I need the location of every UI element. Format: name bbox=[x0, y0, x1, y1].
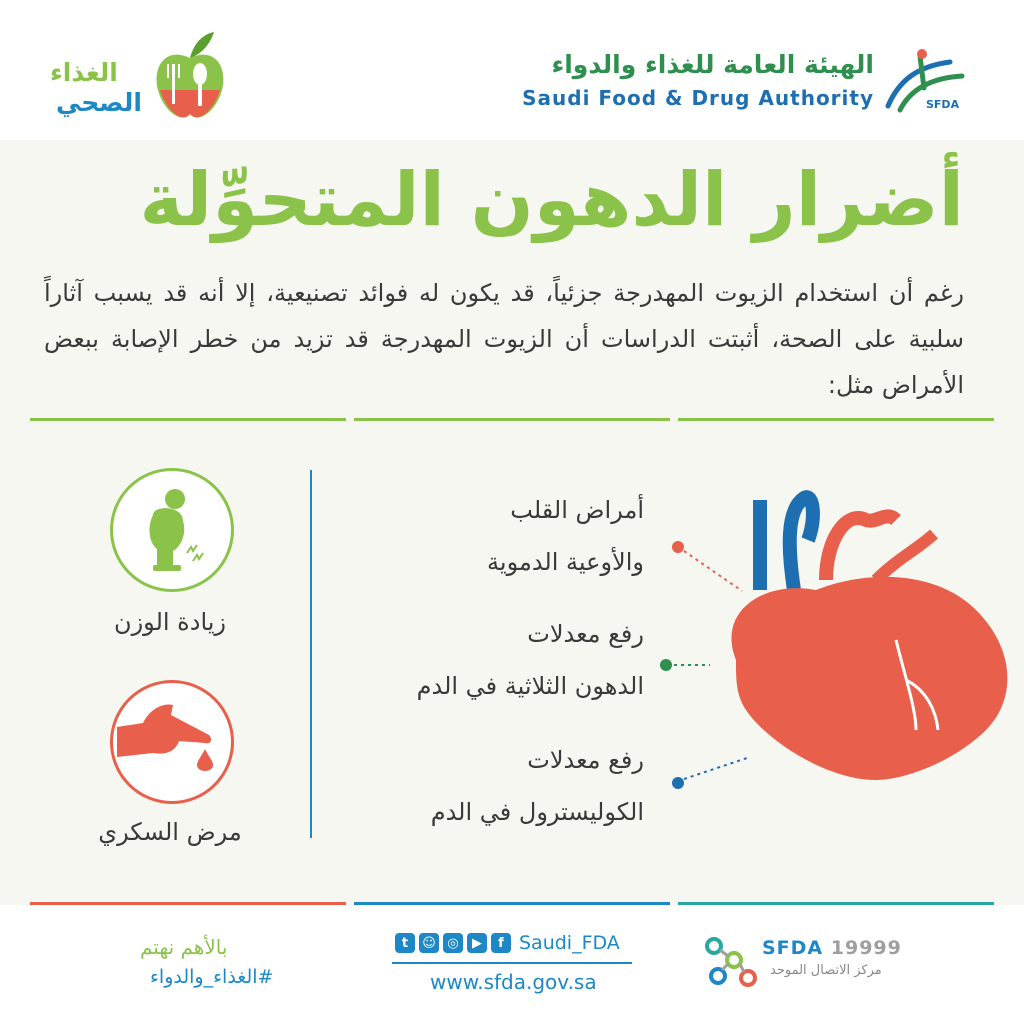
disease-item-heart bbox=[344, 484, 644, 588]
sfda-logo-icon bbox=[880, 48, 970, 116]
hotline-digits: 19999 bbox=[830, 937, 902, 959]
heart-illustration-icon bbox=[676, 480, 1024, 840]
healthy-food-line2: الصحي bbox=[56, 88, 142, 117]
healthy-food-apple-icon bbox=[150, 28, 230, 126]
disease-line2: والأوعية الدموية bbox=[487, 548, 644, 576]
sfda-mark-text: SFDA bbox=[926, 98, 960, 111]
divider-top bbox=[30, 418, 994, 421]
divider-bottom bbox=[30, 902, 994, 905]
footer-rule bbox=[392, 962, 632, 964]
blood-drop-finger-icon bbox=[113, 683, 231, 801]
footer-hashtag[interactable]: #الغذاء_والدواء bbox=[150, 966, 274, 988]
twitter-icon[interactable]: t bbox=[395, 933, 415, 953]
footer-slogan: بالأهم نهتم bbox=[140, 935, 228, 959]
hotline-label: SFDA bbox=[762, 937, 824, 959]
disease-line1: رفع معدلات bbox=[527, 746, 644, 774]
intro-paragraph: رغم أن استخدام الزيوت المهدرجة جزئياً، قد يكون له فوائد تصنيعية، إلا أنه قد يسبب آثاراً سلبية على الصحة، أثبتت الدراسات أن الزيوت المهدرجة قد تزيد من خطر الإصابة ببعض الأمراض مثل: bbox=[44, 279, 964, 399]
facebook-icon[interactable]: f bbox=[491, 933, 511, 953]
disease-item-triglycerides bbox=[344, 608, 644, 712]
hotline-number[interactable] bbox=[762, 937, 902, 959]
diabetes-circle bbox=[110, 680, 234, 804]
page-title: أضرار الدهون المتحوِّلة bbox=[139, 157, 964, 243]
diabetes-label: مرض السكري bbox=[98, 818, 242, 846]
disease-line1: رفع معدلات bbox=[527, 620, 644, 648]
weight-gain-label: زيادة الوزن bbox=[113, 608, 227, 636]
connector-dot-triglycerides bbox=[660, 659, 672, 671]
call-center-label: مركز الاتصال الموحد bbox=[770, 963, 882, 978]
disease-line1: أمراض القلب bbox=[510, 496, 644, 524]
authority-name-en: Saudi Food & Drug Authority bbox=[522, 86, 874, 110]
vertical-divider bbox=[310, 470, 312, 838]
snapchat-icon[interactable]: ☺ bbox=[419, 933, 439, 953]
authority-name-ar: الهيئة العامة للغذاء والدواء bbox=[551, 50, 874, 79]
disease-line2: الكوليسترول في الدم bbox=[430, 798, 644, 826]
instagram-icon[interactable]: ◎ bbox=[443, 933, 463, 953]
disease-item-cholesterol bbox=[344, 734, 644, 838]
social-links bbox=[395, 932, 620, 954]
healthy-food-line1: الغذاء bbox=[50, 58, 118, 87]
weight-gain-circle bbox=[110, 468, 234, 592]
call-center-logo-icon bbox=[700, 932, 760, 990]
website-link[interactable]: www.sfda.gov.sa bbox=[430, 970, 597, 994]
disease-line2: الدهون الثلاثية في الدم bbox=[416, 672, 644, 700]
weight-gain-icon bbox=[113, 471, 231, 589]
youtube-icon[interactable]: ▶ bbox=[467, 933, 487, 953]
social-handle[interactable]: Saudi_FDA bbox=[519, 932, 620, 954]
